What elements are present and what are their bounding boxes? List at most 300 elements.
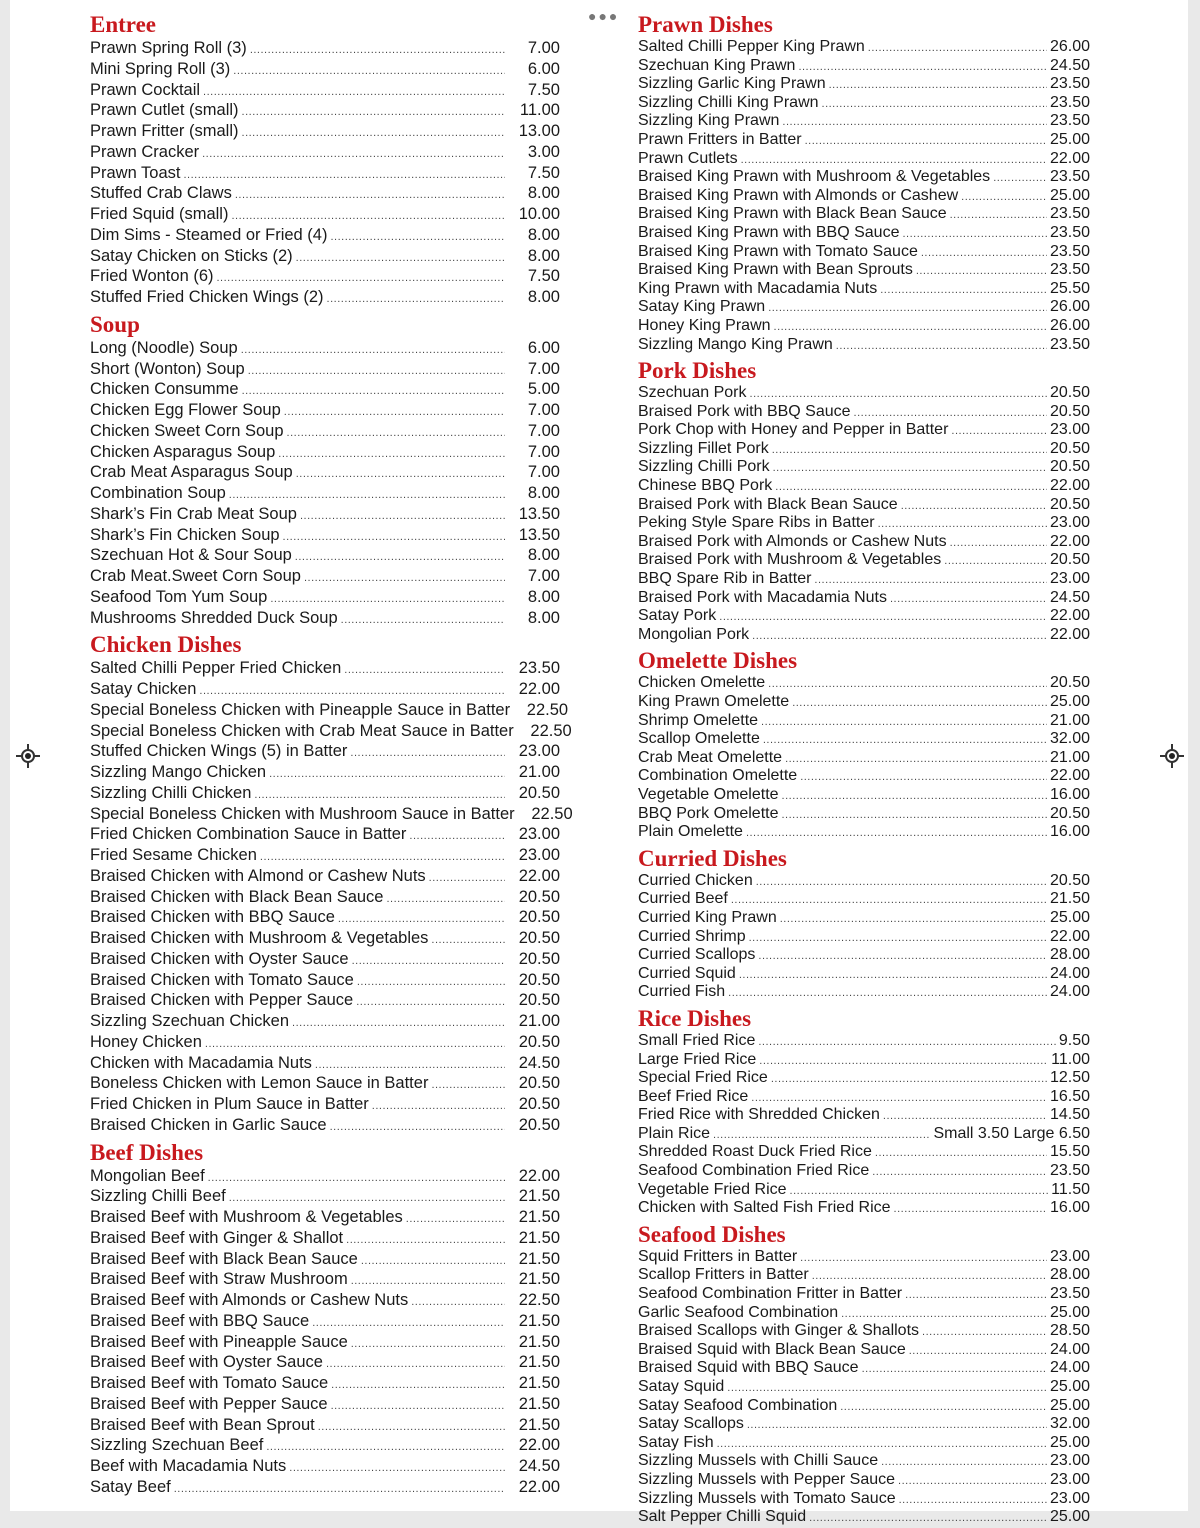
menu-item [638, 890, 1090, 909]
menu-item-name: Salted Chilli Pepper King Prawn [638, 38, 865, 55]
dot-leader [872, 1163, 1047, 1182]
menu-item-price: 21.50 [518, 1311, 560, 1330]
menu-item-price: 3.00 [527, 142, 560, 161]
menu-item-name: Chicken Omelette [638, 674, 766, 692]
menu-item-name: Plain Omelette [638, 823, 743, 841]
menu-item-price: 23.50 [1049, 112, 1090, 130]
dot-leader [361, 1251, 505, 1272]
menu-item-name: Satay Fish [638, 1433, 714, 1451]
menu-item-price: 24.00 [1049, 1359, 1090, 1377]
menu-item-price: 25.00 [1049, 130, 1090, 148]
dot-leader [901, 497, 1047, 516]
menu-item-name: Braised King Prawn with Tomato Sauce [638, 242, 918, 260]
menu-item-price: 6.00 [527, 59, 560, 78]
dot-leader [278, 444, 505, 465]
menu-item [638, 384, 1090, 403]
menu-item [638, 440, 1090, 459]
menu-item [638, 1415, 1090, 1434]
dot-leader [921, 244, 1047, 263]
menu-item-name: Braised Beef with Pineapple Sauce [90, 1332, 348, 1351]
menu-item-name: Prawn Cutlets [638, 149, 738, 167]
menu-item [638, 168, 1090, 187]
dot-leader [868, 39, 1047, 58]
menu-item-name: Prawn Toast [90, 163, 181, 182]
menu-item-price: 32.00 [1049, 730, 1090, 748]
menu-item [90, 887, 560, 908]
dot-leader [812, 1267, 1047, 1286]
menu-item-name: Fried Rice with Shredded Chicken [638, 1106, 880, 1124]
menu-item-price: 7.00 [527, 401, 560, 419]
dot-leader [406, 1209, 505, 1230]
dot-leader [296, 248, 505, 269]
menu-item-price: 22.00 [518, 866, 560, 885]
menu-item-price: 20.50 [518, 908, 560, 927]
menu-item [638, 533, 1090, 552]
menu-item-price: 23.50 [1049, 242, 1090, 260]
menu-item-name: Stuffed Fried Chicken Wings (2) [90, 288, 324, 306]
dot-leader [759, 1052, 1048, 1071]
menu-item-price: 20.50 [518, 1074, 560, 1093]
menu-item-price: 23.50 [1049, 93, 1090, 111]
menu-item-name: Braised Pork with Macadamia Nuts [638, 588, 887, 606]
menu-item-price: 22.50 [526, 700, 569, 719]
menu-item-name: Braised Squid with BBQ Sauce [638, 1359, 859, 1377]
menu-item [638, 38, 1090, 57]
dot-leader [266, 1437, 505, 1458]
menu-item-name: Braised Scallops with Ginger & Shallots [638, 1322, 920, 1340]
menu-item-price: 25.00 [1049, 1508, 1090, 1526]
menu-item-price: 7.00 [527, 421, 560, 440]
menu-item-name: Braised Beef with Bean Sprout [90, 1415, 315, 1434]
menu-item-price: 23.00 [518, 742, 560, 761]
menu-item [638, 1125, 1090, 1144]
dot-leader [217, 268, 506, 289]
dot-leader [292, 1013, 505, 1034]
menu-item [90, 1456, 560, 1477]
menu-item-price: 5.00 [527, 380, 560, 399]
dot-leader [840, 1398, 1047, 1417]
menu-item [90, 949, 560, 970]
dot-leader [431, 1075, 505, 1096]
menu-item [90, 338, 560, 359]
menu-item-price: 8.00 [527, 587, 560, 606]
menu-item [638, 928, 1090, 947]
menu-item [90, 1094, 560, 1115]
menu-item [90, 1352, 560, 1373]
menu-item [638, 570, 1090, 589]
menu-item-price: 7.50 [527, 80, 560, 99]
menu-item [90, 80, 560, 101]
dot-leader [242, 381, 505, 402]
menu-item-price: 20.50 [1049, 384, 1090, 402]
menu-item-name: Braised Chicken with Pepper Sauce [90, 991, 354, 1010]
menu-item-price: 21.00 [1049, 711, 1090, 729]
menu-item-name: Crab Meat Omelette [638, 748, 783, 766]
registration-mark-icon [1160, 744, 1184, 768]
menu-item-name: Braised King Prawn with BBQ Sauce [638, 223, 900, 241]
menu-item-name: Sizzling Chilli Beef [90, 1187, 226, 1206]
menu-item-name: Honey King Prawn [638, 316, 771, 334]
menu-item-price: 22.00 [518, 680, 560, 698]
menu-item [638, 57, 1090, 76]
menu-item [90, 1435, 560, 1456]
menu-item-price: 22.00 [1049, 532, 1090, 550]
dot-leader [771, 1070, 1047, 1089]
dot-leader [805, 132, 1047, 151]
menu-item-price: 22.00 [518, 1166, 560, 1185]
dot-leader [717, 1435, 1047, 1454]
menu-item [90, 566, 560, 587]
dot-leader [284, 402, 505, 423]
menu-item-price: 11.00 [1051, 1050, 1090, 1068]
menu-item [638, 1341, 1090, 1360]
menu-item [90, 928, 560, 949]
menu-item-name: Mushrooms Shredded Duck Soup [90, 608, 338, 627]
menu-item-name: King Prawn with Macadamia Nuts [638, 279, 878, 297]
dot-leader [315, 1055, 505, 1076]
menu-item [638, 607, 1090, 626]
dot-leader [229, 1188, 505, 1209]
dot-leader [768, 675, 1047, 694]
menu-item [638, 1032, 1090, 1051]
registration-mark-icon [16, 744, 40, 768]
menu-item-name: Chicken Asparagus Soup [90, 442, 276, 461]
menu-item-price: 12.50 [1049, 1069, 1090, 1087]
section-heading-omelette-dishes: Omelette Dishes [638, 648, 798, 674]
dot-leader [751, 1089, 1047, 1108]
menu-item-name: Crab Meat.Sweet Corn Soup [90, 567, 301, 585]
menu-item-name: Shrimp Omelette [638, 711, 759, 729]
dot-leader [785, 750, 1047, 769]
menu-item-name: Braised Beef with Ginger & Shallot [90, 1228, 344, 1247]
menu-item-name: Special Boneless Chicken with Pineapple Sauce in Batter [90, 700, 511, 719]
dot-leader [205, 1034, 505, 1055]
dot-leader [752, 627, 1047, 646]
menu-item-name: Braised King Prawn with Mushroom & Vegetables [638, 168, 991, 186]
menu-item-price: 24.00 [1049, 983, 1090, 1001]
dot-leader [270, 589, 505, 610]
more-dots-icon[interactable]: ●●● [588, 8, 620, 24]
dot-leader [782, 787, 1047, 806]
menu-item [638, 983, 1090, 1002]
menu-item-price: 20.50 [1049, 495, 1090, 513]
menu-item [638, 112, 1090, 131]
menu-item-name: Satay Pork [638, 607, 717, 625]
menu-item [90, 721, 572, 742]
menu-item [638, 280, 1090, 299]
menu-item [638, 1181, 1090, 1200]
menu-item-price: 21.50 [518, 1332, 560, 1351]
menu-item-name: Small Fried Rice [638, 1031, 756, 1049]
menu-item-price: 21.50 [518, 1228, 560, 1247]
menu-item [638, 1285, 1090, 1304]
menu-item [90, 1373, 560, 1394]
dot-leader [750, 385, 1047, 404]
menu-item-price: 24.50 [1049, 588, 1090, 606]
menu-item [638, 131, 1090, 150]
menu-item-name: Braised Pork with Almonds or Cashew Nuts [638, 532, 947, 550]
menu-item-name: Chicken Consumme [90, 380, 239, 399]
menu-item-price: 16.00 [1049, 823, 1090, 841]
section-heading-soup: Soup [90, 311, 140, 337]
menu-item [638, 261, 1090, 280]
dot-leader [746, 824, 1047, 843]
menu-item-name: Seafood Tom Yum Soup [90, 587, 268, 606]
dot-leader [344, 660, 505, 681]
menu-item [90, 700, 569, 721]
menu-item-name: Satay Scallops [638, 1415, 744, 1433]
dot-leader [296, 464, 505, 485]
dot-leader [429, 868, 505, 889]
dot-leader [289, 1458, 505, 1479]
menu-item-price: 25.50 [1049, 279, 1090, 297]
dot-leader [780, 910, 1047, 929]
menu-item-price: 7.00 [527, 463, 560, 482]
menu-item [90, 587, 560, 608]
menu-item-name: Braised Pork with Mushroom & Vegetables [638, 551, 942, 569]
dot-leader [854, 404, 1047, 423]
dot-leader [862, 1360, 1047, 1379]
menu-item [638, 909, 1090, 928]
menu-item [638, 1088, 1090, 1107]
menu-item [638, 421, 1090, 440]
dot-leader [944, 552, 1047, 571]
menu-item [638, 94, 1090, 113]
menu-item [638, 496, 1090, 515]
menu-item-price: 22.50 [530, 721, 572, 740]
menu-item [638, 1452, 1090, 1471]
menu-item-price: 6.00 [527, 338, 560, 357]
menu-item [638, 749, 1090, 768]
menu-item [90, 266, 560, 287]
menu-item-name: Prawn Fritters in Batter [638, 130, 802, 148]
dot-leader [774, 318, 1047, 337]
menu-item-price: 7.00 [527, 442, 560, 461]
menu-item-price: 20.50 [518, 991, 560, 1010]
menu-item-name: Braised Beef with Black Bean Sauce [90, 1249, 358, 1268]
menu-item-name: Long (Noodle) Soup [90, 338, 238, 357]
menu-item-name: Sizzling King Prawn [638, 112, 780, 130]
menu-item [638, 730, 1090, 749]
menu-item-price: 22.00 [1049, 927, 1090, 945]
menu-item [90, 866, 560, 887]
menu-item-price: 23.50 [1049, 261, 1090, 279]
menu-item [638, 823, 1090, 842]
menu-item [90, 545, 560, 566]
menu-item-name: Sizzling Szechuan Beef [90, 1436, 264, 1455]
menu-item-name: Sizzling Mussels with Pepper Sauce [638, 1470, 896, 1488]
menu-item-price: 22.00 [1049, 149, 1090, 167]
dot-leader [250, 40, 505, 61]
menu-item-name: Fried Sesame Chicken [90, 846, 257, 864]
menu-item [90, 1032, 560, 1053]
menu-item-name: Squid Fritters in Batter [638, 1247, 798, 1265]
dot-leader [961, 188, 1047, 207]
menu-item [90, 762, 560, 783]
menu-item-name: Special Boneless Chicken with Mushroom Sauce in Batter [90, 804, 515, 823]
menu-item-price: 23.00 [1049, 1470, 1090, 1488]
menu-item-price: 7.50 [527, 163, 560, 182]
dot-leader [242, 102, 505, 123]
menu-item [90, 287, 560, 308]
menu-item-price: 21.50 [1049, 890, 1090, 908]
dot-leader [909, 1342, 1047, 1361]
menu-column-right [638, 12, 1090, 1527]
dot-leader [809, 1509, 1047, 1528]
menu-item-price: 23.50 [1049, 1285, 1090, 1303]
menu-item-price: 21.50 [518, 1353, 560, 1372]
dot-leader [409, 826, 505, 847]
menu-item-name: Plain Rice [638, 1124, 711, 1142]
section-heading-beef-dishes: Beef Dishes [90, 1139, 204, 1165]
menu-item-name: Curried Beef [638, 890, 728, 908]
menu-item [638, 1199, 1090, 1218]
dot-leader [758, 1033, 1056, 1052]
menu-item-price: 24.00 [1049, 964, 1090, 982]
dot-leader [431, 930, 505, 951]
menu-item [90, 421, 560, 442]
menu-item-name: Braised Chicken with Oyster Sauce [90, 949, 349, 968]
menu-item-name: Satay Chicken on Sticks (2) [90, 246, 293, 265]
menu-item-price: 20.50 [1049, 871, 1090, 889]
menu-item-name: Satay Beef [90, 1477, 171, 1496]
menu-item [90, 163, 560, 184]
menu-item [90, 990, 560, 1011]
menu-item-name: BBQ Pork Omelette [638, 804, 779, 822]
menu-item-name: Vegetable Omelette [638, 785, 779, 803]
menu-item-price: 21.50 [518, 1270, 560, 1289]
dot-leader [208, 1168, 505, 1189]
menu-item-name: Seafood Combination Fritter in Batter [638, 1285, 903, 1303]
menu-item-price: 26.00 [1049, 298, 1090, 316]
menu-item [90, 845, 560, 866]
dot-leader [790, 1182, 1049, 1201]
menu-item-name: Curried Chicken [638, 871, 753, 889]
menu-item-name: Prawn Cocktail [90, 80, 201, 99]
dot-leader [199, 681, 505, 702]
menu-item-price: 20.50 [518, 949, 560, 968]
menu-item [638, 317, 1090, 336]
menu-item-price: 24.00 [1049, 1340, 1090, 1358]
menu-item-name: Satay King Prawn [638, 298, 766, 316]
menu-item-price: 11.00 [519, 101, 560, 120]
menu-item-name: BBQ Spare Rib in Batter [638, 570, 812, 588]
dot-leader [894, 1200, 1047, 1219]
menu-item [90, 225, 560, 246]
menu-item-name: Fried Wonton (6) [90, 267, 214, 286]
menu-item-price: 22.00 [518, 1436, 560, 1455]
dot-leader [202, 144, 505, 165]
menu-item [638, 786, 1090, 805]
menu-item [638, 1378, 1090, 1397]
menu-item-price: 7.50 [527, 267, 560, 286]
menu-item-price: 21.50 [518, 1249, 560, 1268]
section-heading-entree: Entree [90, 12, 157, 37]
menu-item-name: Fried Squid (small) [90, 205, 229, 223]
menu-item-price: 20.50 [518, 1032, 560, 1051]
menu-item-price: 21.50 [518, 1208, 560, 1226]
menu-item-name: Shark’s Fin Chicken Soup [90, 525, 280, 544]
dot-leader [300, 506, 505, 527]
menu-item-price: 22.00 [1049, 477, 1090, 495]
menu-item-name: Sizzling Chilli Pork [638, 458, 770, 476]
menu-item-price: 23.50 [1049, 205, 1090, 223]
dot-leader [922, 1323, 1047, 1342]
dot-leader [878, 515, 1047, 534]
menu-item-name: Satay Squid [638, 1378, 725, 1395]
dot-leader [749, 929, 1047, 948]
menu-item-name: Curried Squid [638, 964, 736, 982]
menu-item-name: Sizzling Mussels with Chilli Sauce [638, 1452, 879, 1470]
menu-item-name: Sizzling Mango King Prawn [638, 335, 833, 353]
menu-item-name: Curried King Prawn [638, 908, 777, 926]
dot-leader [713, 1126, 930, 1145]
menu-item-price: 23.00 [1049, 1489, 1090, 1507]
menu-item-name: Sizzling Garlic King Prawn [638, 75, 826, 93]
menu-item-price: 23.50 [1049, 1162, 1090, 1180]
menu-item-name: Prawn Fritter (small) [90, 122, 239, 140]
menu-item-name: Chicken Egg Flower Soup [90, 401, 281, 419]
dot-leader [411, 1292, 505, 1313]
menu-item-price: 21.50 [518, 1394, 560, 1413]
menu-item-name: Shredded Roast Duck Fried Rice [638, 1143, 872, 1161]
dot-leader [881, 1453, 1047, 1472]
menu-item-price: 20.50 [518, 1115, 560, 1134]
menu-item-price: 25.00 [1049, 186, 1090, 204]
dot-leader [350, 743, 505, 764]
menu-item-name: Mongolian Beef [90, 1166, 205, 1185]
menu-item-name: Special Boneless Chicken with Crab Meat Sauce in Batter [90, 721, 514, 740]
dot-leader [283, 527, 505, 548]
dot-leader [782, 113, 1047, 132]
menu-item-name: Chicken Sweet Corn Soup [90, 421, 284, 440]
menu-item-name: Curried Scallops [638, 946, 756, 964]
menu-item [638, 767, 1090, 786]
menu-item-name: Mini Spring Roll (3) [90, 59, 231, 78]
menu-item [638, 1069, 1090, 1088]
dot-leader [330, 1117, 505, 1138]
menu-item [90, 525, 560, 546]
section-heading-seafood-dishes: Seafood Dishes [638, 1221, 786, 1247]
section-heading-rice-dishes: Rice Dishes [638, 1005, 752, 1031]
menu-item-price: 21.00 [1049, 748, 1090, 766]
menu-item-name: Chicken with Salted Fish Fried Rice [638, 1199, 891, 1217]
menu-item-price: 13.50 [518, 525, 560, 544]
menu-item-price: 26.00 [1049, 316, 1090, 334]
menu-item-price: 25.00 [1049, 1303, 1090, 1321]
dot-leader [254, 785, 505, 806]
menu-item-name: Prawn Cracker [90, 142, 200, 161]
dot-leader [829, 76, 1047, 95]
menu-item-name: Braised Beef with Pepper Sauce [90, 1394, 328, 1413]
menu-item-name: Beef Fried Rice [638, 1087, 749, 1105]
menu-item-price: 21.50 [518, 1187, 560, 1206]
dot-leader [880, 281, 1047, 300]
menu-item-name: Braised Chicken in Garlic Sauce [90, 1115, 327, 1134]
menu-item [90, 400, 560, 421]
menu-item-name: Braised King Prawn with Black Bean Sauce [638, 205, 947, 223]
dot-leader [331, 1396, 505, 1417]
menu-item-name: Combination Soup [90, 484, 226, 502]
dot-leader [318, 1417, 505, 1438]
menu-item-name: Braised Beef with Straw Mushroom [90, 1270, 348, 1289]
dot-leader [773, 459, 1047, 478]
menu-item [638, 1143, 1090, 1162]
menu-item [90, 783, 560, 804]
menu-item [638, 1434, 1090, 1453]
dot-leader [387, 889, 506, 910]
menu-item [90, 679, 560, 700]
